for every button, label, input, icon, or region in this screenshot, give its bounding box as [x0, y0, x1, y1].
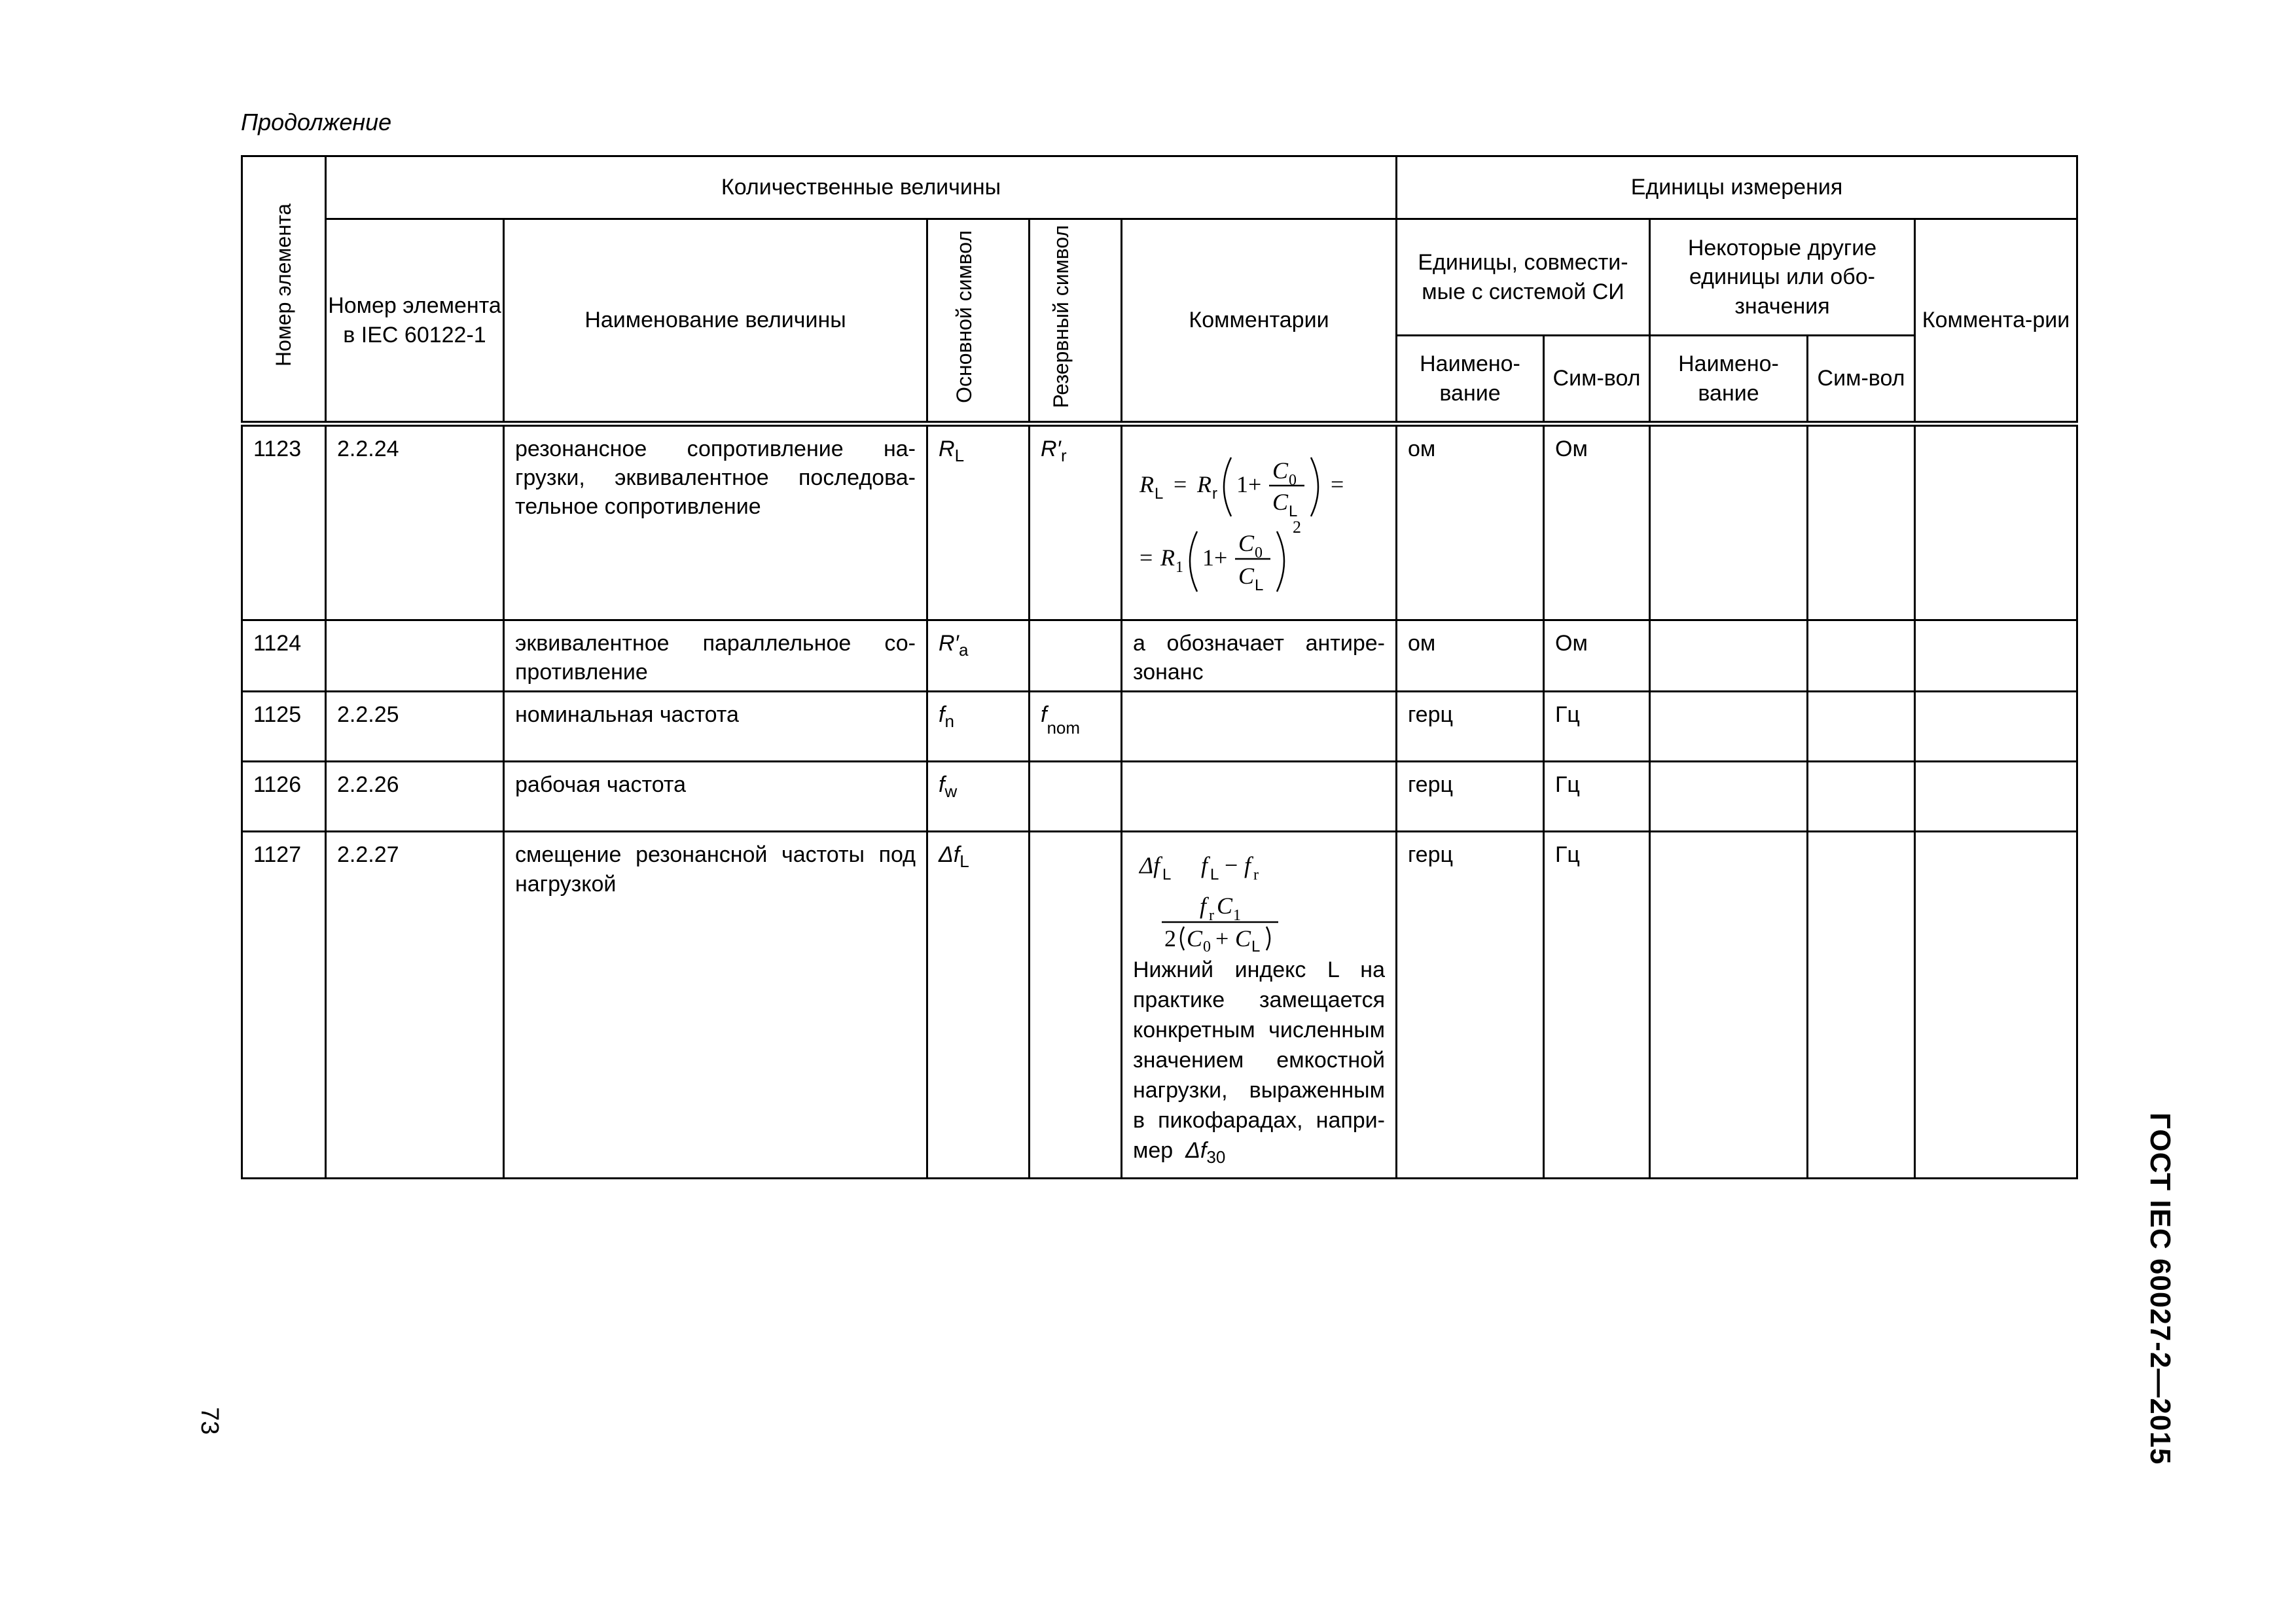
- svg-text:−: −: [1225, 852, 1238, 879]
- row-unit-comment: [1915, 762, 2077, 832]
- header-other-units: Некоторые другие единицы или обо-значения: [1650, 219, 1915, 336]
- header-units: Единицы измерения: [1397, 156, 2077, 219]
- svg-text:C: C: [1238, 563, 1255, 589]
- svg-text:Δf: Δf: [1139, 852, 1160, 879]
- row-unit-other-name: [1650, 692, 1808, 762]
- row-comment: [1122, 424, 1397, 620]
- row-unit-other-symbol: [1808, 620, 1915, 692]
- row-unit-si-symbol: Гц: [1544, 692, 1650, 762]
- header-comments-units: Коммента-рии: [1915, 219, 2077, 424]
- standard-designation: ГОСТ IEC 60027-2—2015: [2144, 1113, 2176, 1465]
- row-unit-si-name: герц: [1397, 832, 1544, 1179]
- header-other-name: Наимено-вание: [1650, 336, 1808, 424]
- table-row: [242, 620, 2077, 692]
- svg-text:2: 2: [1293, 518, 1301, 537]
- svg-text:0: 0: [1289, 472, 1297, 489]
- header-iec-no: Номер элемента в IEC 60122-1: [326, 219, 504, 424]
- row-unit-other-symbol: [1808, 762, 1915, 832]
- svg-text:L: L: [1162, 866, 1172, 884]
- row-iec: [326, 620, 504, 692]
- row-unit-other-symbol: [1808, 424, 1915, 620]
- svg-text:C: C: [1272, 489, 1289, 515]
- row-unit-si-name: герц: [1397, 762, 1544, 832]
- svg-text:1+: 1+: [1202, 544, 1228, 571]
- row-comment: a обозначает антире-зонанс: [1122, 620, 1397, 692]
- row-reserve-symbol: $f_{nom}$: [1030, 692, 1122, 762]
- row-unit-si-symbol: Ом: [1544, 620, 1650, 692]
- header-main-symbol: Основной символ: [927, 219, 1030, 424]
- row-unit-other-symbol: [1808, 832, 1915, 1179]
- row-unit-comment: [1915, 620, 2077, 692]
- svg-text:R: R: [1139, 471, 1154, 497]
- row-no: 1125: [242, 692, 326, 762]
- frequency-shift-formula: [1133, 840, 1382, 952]
- row-main-symbol: $R'_a$: [927, 620, 1030, 692]
- svg-text:0: 0: [1255, 544, 1263, 562]
- svg-text:=: =: [1174, 471, 1187, 497]
- svg-text:L: L: [1289, 503, 1298, 520]
- table-row: [242, 762, 2077, 832]
- row-no: 1123: [242, 424, 326, 620]
- svg-text:f: f: [1200, 893, 1207, 919]
- svg-text:r: r: [1253, 866, 1259, 884]
- row-unit-comment: [1915, 692, 2077, 762]
- row-quantity-name: эквивалентное параллельное со-противление: [504, 620, 927, 692]
- svg-text:R: R: [1160, 544, 1175, 571]
- row-comment: [1122, 762, 1397, 832]
- header-quantities: Количественные величины: [326, 156, 1397, 219]
- header-si-name: Наимено-вание: [1397, 336, 1544, 424]
- row-iec: 2.2.25: [326, 692, 504, 762]
- header-si-symbol: Сим-вол: [1544, 336, 1650, 424]
- row-no: 1124: [242, 620, 326, 692]
- row-quantity-name: резонансное сопротивление на-грузки, эквивалентное последова-тельное сопротивление: [504, 424, 927, 620]
- svg-text:1: 1: [1175, 559, 1183, 576]
- row-unit-other-name: [1650, 762, 1808, 832]
- svg-text:=: =: [1139, 544, 1153, 571]
- row-quantity-name: смещение резонансной частоты под нагрузкой: [504, 832, 927, 1179]
- resonance-resistance-formula: [1133, 435, 1382, 601]
- row-main-symbol: $R_L$: [927, 424, 1030, 620]
- svg-text:L: L: [1255, 577, 1264, 594]
- row-unit-si-symbol: Гц: [1544, 832, 1650, 1179]
- svg-text:0: 0: [1203, 938, 1211, 952]
- row-iec: 2.2.26: [326, 762, 504, 832]
- svg-text:L: L: [1155, 485, 1164, 503]
- table-row: [242, 832, 2077, 1179]
- row-unit-si-name: ом: [1397, 620, 1544, 692]
- svg-text:1: 1: [1233, 907, 1241, 925]
- svg-text:=: =: [1331, 471, 1344, 497]
- page-number: 73: [196, 1407, 223, 1435]
- row-comment: [1122, 692, 1397, 762]
- row-unit-comment: [1915, 424, 2077, 620]
- row-unit-other-symbol: [1808, 692, 1915, 762]
- header-comments: Комментарии: [1122, 219, 1397, 424]
- row-reserve-symbol: [1030, 620, 1122, 692]
- svg-text:R: R: [1197, 471, 1211, 497]
- header-si-units: Единицы, совмести-мые с системой СИ: [1397, 219, 1650, 336]
- row-unit-si-name: герц: [1397, 692, 1544, 762]
- row-quantity-name: рабочая частота: [504, 762, 927, 832]
- svg-text:2: 2: [1164, 925, 1176, 952]
- svg-text:r: r: [1212, 485, 1217, 503]
- svg-text:C: C: [1272, 457, 1289, 484]
- row-reserve-symbol: [1030, 832, 1122, 1179]
- header-quantity-name: Наименование величины: [504, 219, 927, 424]
- table-row: [242, 424, 2077, 620]
- row-main-symbol: $\Delta f_L$: [927, 832, 1030, 1179]
- row-quantity-name: номинальная частота: [504, 692, 927, 762]
- svg-text:C: C: [1238, 530, 1255, 556]
- row-unit-si-symbol: Ом: [1544, 424, 1650, 620]
- continuation-label: Продолжение: [241, 109, 392, 135]
- header-reserve-symbol: Резервный символ: [1030, 219, 1122, 424]
- row-iec: 2.2.27: [326, 832, 504, 1179]
- svg-text:r: r: [1209, 907, 1214, 925]
- row-unit-other-name: [1650, 832, 1808, 1179]
- svg-text:C: C: [1187, 925, 1203, 952]
- row-unit-other-name: [1650, 620, 1808, 692]
- row-comment: [1122, 832, 1397, 1179]
- svg-text:f: f: [1244, 852, 1251, 879]
- svg-text:+: +: [1215, 925, 1229, 952]
- svg-text:C: C: [1235, 925, 1251, 952]
- row-no: 1126: [242, 762, 326, 832]
- svg-text:f: f: [1201, 852, 1208, 879]
- table-row: [242, 692, 2077, 762]
- row-comment-note: Нижний индекс L на практике замещается конкретным численным значением емкостной нагрузки, выраженным в пикофарадах, напри-мер $\Delta f_{30}$: [1133, 957, 1385, 1167]
- svg-text:C: C: [1217, 893, 1233, 919]
- row-unit-other-name: [1650, 424, 1808, 620]
- header-element-no: Номер элемента: [242, 156, 326, 424]
- svg-text:L: L: [1210, 866, 1219, 884]
- header-other-symbol: Сим-вол: [1808, 336, 1915, 424]
- row-reserve-symbol: [1030, 762, 1122, 832]
- row-iec: 2.2.24: [326, 424, 504, 620]
- row-main-symbol: $f_n$: [927, 692, 1030, 762]
- quantities-table: [241, 155, 2078, 1179]
- row-reserve-symbol: $R'_r$: [1030, 424, 1122, 620]
- row-main-symbol: $f_w$: [927, 762, 1030, 832]
- svg-text:L: L: [1251, 938, 1261, 952]
- row-unit-si-name: ом: [1397, 424, 1544, 620]
- row-unit-si-symbol: Гц: [1544, 762, 1650, 832]
- row-unit-comment: [1915, 832, 2077, 1179]
- svg-text:1+: 1+: [1236, 471, 1262, 497]
- row-no: 1127: [242, 832, 326, 1179]
